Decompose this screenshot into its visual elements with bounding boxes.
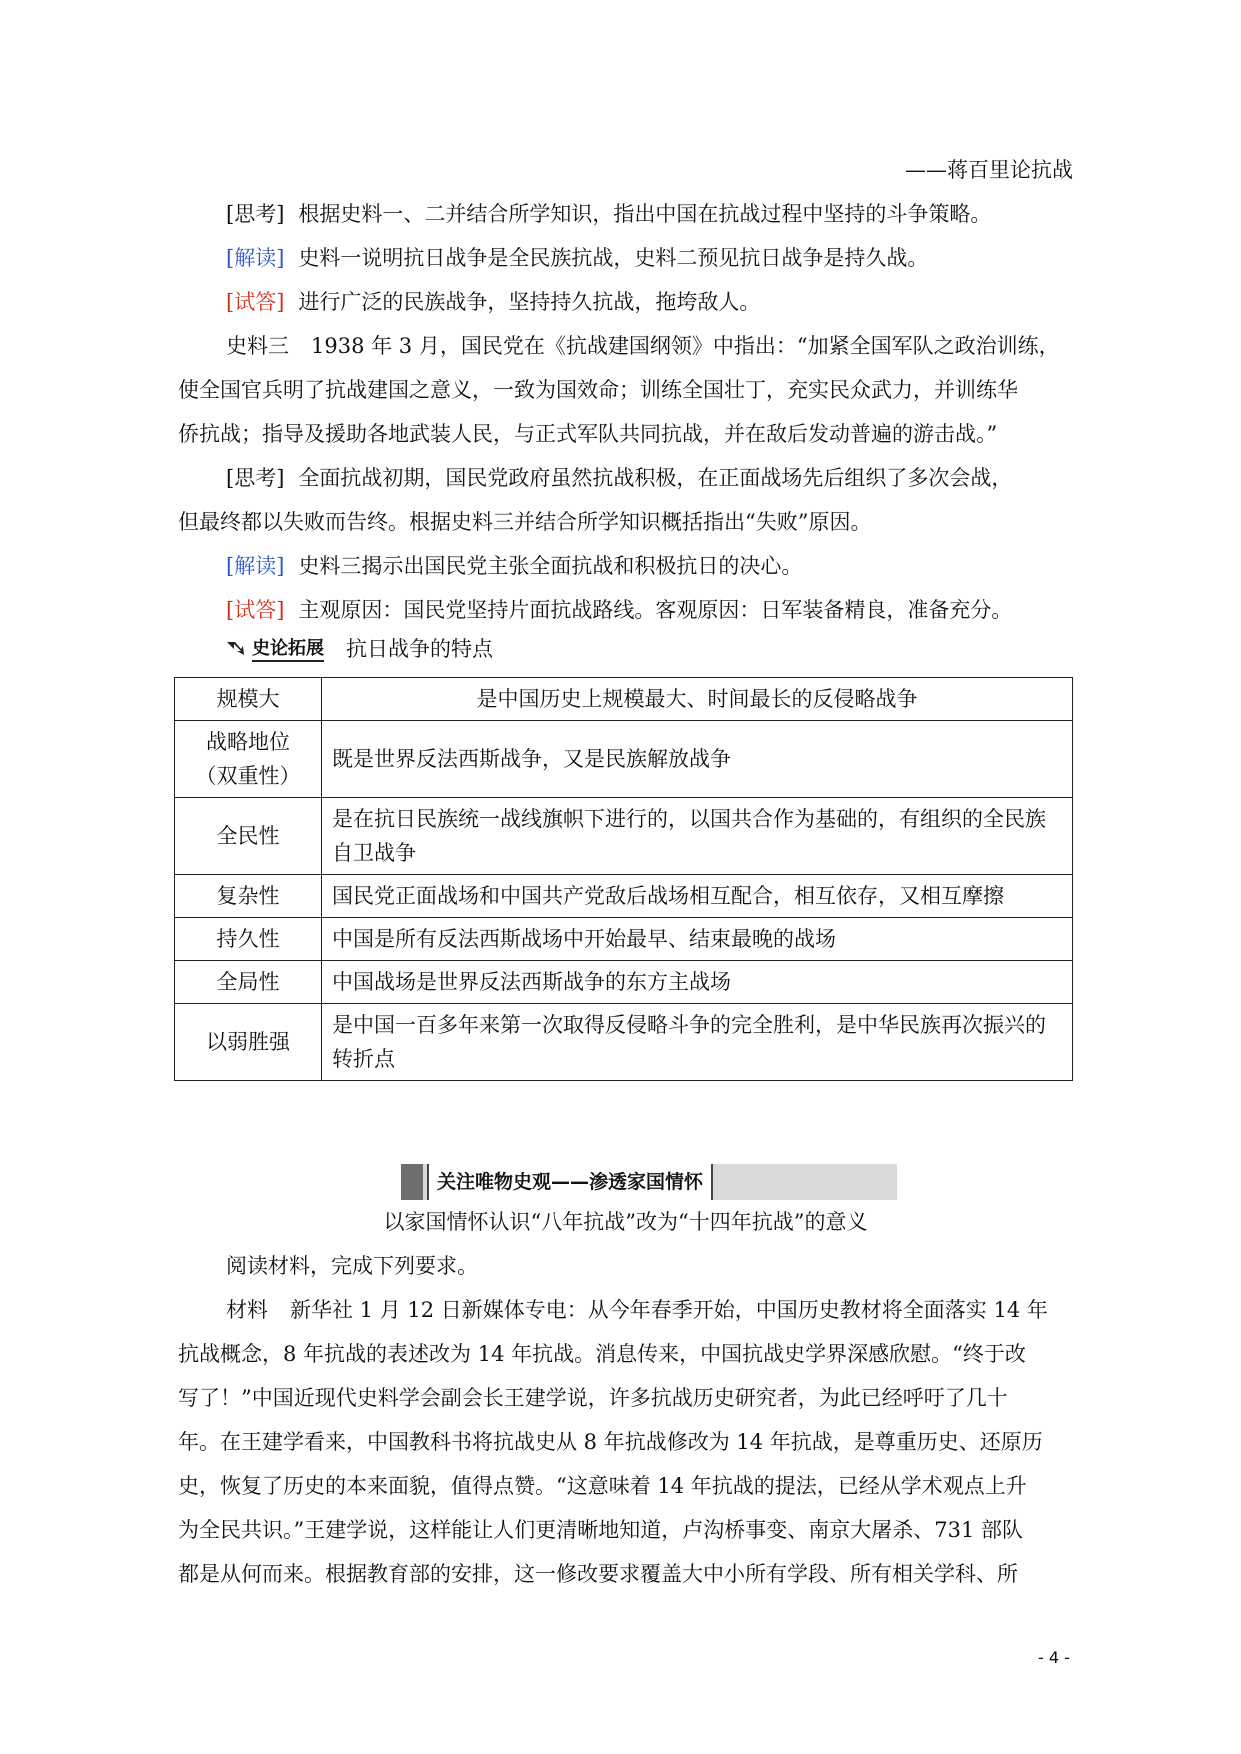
arrow-icon [226,640,248,656]
material-line-4: 年。在王建学看来，中国教科书将抗战史从 8 年抗战修改为 14 年抗战，是尊重历史、还原历 [178,1430,1043,1454]
row-value: 国民党正面战场和中国共产党敌后战场相互配合，相互依存，又相互摩擦 [322,875,1073,918]
expansion-title: 抗日战争的特点 [346,637,493,661]
interpret-1 [178,236,1073,280]
interpret-text: 史料一说明抗日战争是全民族抗战，史料二预见抗日战争是持久战。 [298,246,929,270]
row-value: 是中国一百多年来第一次取得反侵略斗争的完全胜利，是中华民族再次振兴的转折点 [322,1004,1073,1081]
expansion-heading [226,628,493,668]
material-line-7: 都是从何而来。根据教育部的安排，这一修改要求覆盖大中小所有学段、所有相关学科、所 [178,1562,1018,1586]
features-table [174,677,1073,1081]
lesson-title: 以家国情怀认识“八年抗战”改为“十四年抗战”的意义 [383,1210,868,1234]
interpret-tag: [解读] [226,246,285,270]
answer-tag: [试答] [226,598,285,622]
section-banner [401,1164,897,1200]
material-text: 新华社 1 月 12 日新媒体专电：从今年春季开始，中国历史教材将全面落实 14 年 [290,1298,1048,1322]
think-text: 全面抗战初期，国民党政府虽然抗战积极，在正面战场先后组织了多次会战， [298,466,1013,490]
interpret-text: 史料三揭示出国民党主张全面抗战和积极抗日的决心。 [298,554,803,578]
row-value: 既是世界反法西斯战争，又是民族解放战争 [322,721,1073,798]
expansion-badge-text: 史论拓展 [252,634,324,662]
table-row [175,721,1073,798]
think-text: 根据史料一、二并结合所学知识，指出中国在抗战过程中坚持的斗争策略。 [298,202,992,226]
table-row [175,875,1073,918]
row-key: 持久性 [175,918,322,961]
table-row [175,798,1073,875]
answer-text: 主观原因：国民党坚持片面抗战路线。客观原因：日军装备精良，准备充分。 [298,598,1013,622]
interpret-tag: [解读] [226,554,285,578]
page-number: - 4 - [1038,1648,1070,1667]
think-tag: [思考] [226,202,285,226]
source3-label: 史料三 [226,334,289,358]
think-2 [178,456,1073,500]
material-line-6: 为全民共识。”王建学说，这样能让人们更清晰地知道，卢沟桥事变、南京大屠杀、731 部队 [178,1518,1023,1542]
answer-tag: [试答] [226,290,285,314]
table-row [175,678,1073,721]
row-key [175,721,322,798]
quote-source: ——蒋百里论抗战 [905,158,1073,182]
source3-line-2: 使全国官兵明了抗战建国之意义，一致为国效命；训练全国壮丁，充实民众武力，并训练华 [178,378,1018,402]
row-key-line: （双重性） [195,764,301,788]
answer-1 [178,280,1073,324]
think-2-cont: 但最终都以失败而告终。根据史料三并结合所学知识概括指出“失败”原因。 [178,510,872,534]
row-key: 全局性 [175,961,322,1004]
answer-2 [178,588,1073,632]
row-key: 规模大 [175,678,322,721]
banner-text: 关注唯物史观——渗透家国情怀 [427,1164,713,1200]
think-1 [178,192,1073,236]
instruction: 阅读材料，完成下列要求。 [226,1254,478,1278]
source3-line-1 [178,324,1073,368]
think-tag: [思考] [226,466,285,490]
table-row [175,961,1073,1004]
answer-text: 进行广泛的民族战争，坚持持久抗战，拖垮敌人。 [298,290,761,314]
source3-line-3: 侨抗战；指导及援助各地武装人民，与正式军队共同抗战，并在敌后发动普遍的游击战。” [178,422,998,446]
material-line-3: 写了！”中国近现代史料学会副会长王建学说，许多抗战历史研究者，为此已经呼吁了几十 [178,1386,1008,1410]
table-row [175,1004,1073,1081]
row-key: 全民性 [175,798,322,875]
row-key: 以弱胜强 [175,1004,322,1081]
row-key: 复杂性 [175,875,322,918]
source3-text: 1938 年 3 月，国民党在《抗战建国纲领》中指出：“加紧全国军队之政治训练， [311,334,1060,358]
material-line-5: 史，恢复了历史的本来面貌，值得点赞。“这意味着 14 年抗战的提法，已经从学术观点上升 [178,1474,1027,1498]
material-label: 材料 [226,1298,268,1322]
upper-content [178,148,1073,632]
banner-block [401,1164,423,1200]
row-value: 中国是所有反法西斯战场中开始最早、结束最晚的战场 [322,918,1073,961]
expansion-badge [226,634,324,662]
interpret-2 [178,544,1073,588]
row-value: 是中国历史上规模最大、时间最长的反侵略战争 [322,678,1073,721]
row-value: 中国战场是世界反法西斯战争的东方主战场 [322,961,1073,1004]
row-value: 是在抗日民族统一战线旗帜下进行的，以国共合作为基础的，有组织的全民族自卫战争 [322,798,1073,875]
material-section [178,1244,1073,1596]
row-key-line: 战略地位 [206,730,290,754]
material-line-2: 抗战概念，8 年抗战的表述改为 14 年抗战。消息传来，中国抗战史学界深感欣慰。“终于改 [178,1342,1026,1366]
table-row [175,918,1073,961]
material-line-1 [178,1288,1073,1332]
